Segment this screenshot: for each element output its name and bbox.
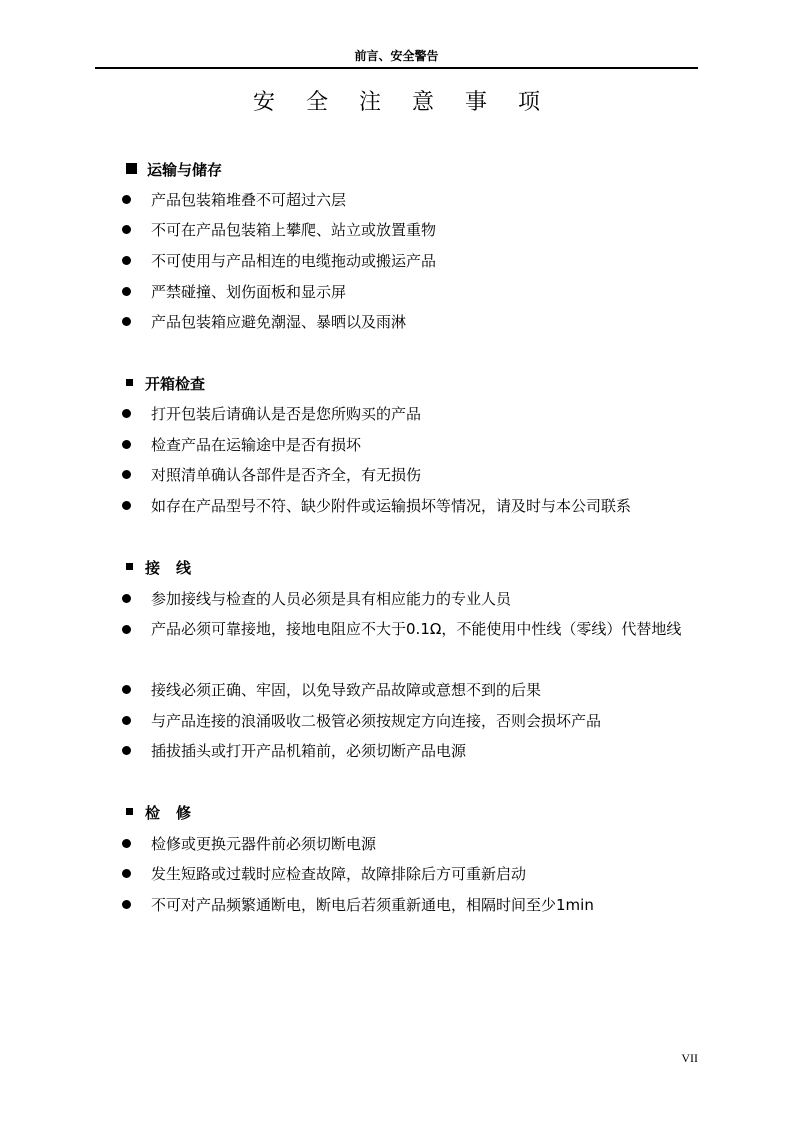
bullet-dot-icon	[122, 685, 131, 694]
bullet-dot-icon	[122, 625, 131, 634]
bullet-dot-icon	[122, 470, 131, 479]
list-item-text: 插拔插头或打开产品机箱前，必须切断产品电源	[151, 742, 467, 760]
bullet-dot-icon	[122, 501, 131, 510]
bullet-dot-icon	[122, 287, 131, 296]
list-item-text: 打开包装后请确认是否是您所购买的产品	[151, 405, 422, 423]
section-heading-unboxing	[126, 373, 205, 395]
list-item-text: 产品必须可靠接地，接地电阻应不大于0.1Ω，不能使用中性线（零线）代替地线	[151, 620, 682, 638]
bullet-dot-icon	[122, 317, 131, 326]
list-item-text: 不可在产品包装箱上攀爬、站立或放置重物	[151, 221, 437, 239]
list-item-text: 如存在产品型号不符、缺少附件或运输损坏等情况，请及时与本公司联系	[151, 497, 632, 515]
list-item-text: 产品包装箱堆叠不可超过六层	[151, 191, 347, 209]
section-heading-wiring	[126, 557, 207, 579]
bullet-dot-icon	[122, 839, 131, 848]
list-item-text: 检修或更换元器件前必须切断电源	[151, 835, 377, 853]
bullet-dot-icon	[122, 869, 131, 878]
bullet-dot-icon	[122, 440, 131, 449]
bullet-dot-icon	[122, 746, 131, 755]
square-bullet-icon	[126, 563, 133, 570]
section-heading-label: 运输与储存	[147, 161, 223, 179]
page-number: VII	[681, 1051, 698, 1065]
square-bullet-icon	[126, 808, 133, 815]
list-item-text: 不可对产品频繁通断电，断电后若须重新通电，相隔时间至少1min	[151, 896, 594, 914]
section-heading-label: 接线	[145, 559, 208, 577]
list-item-text: 不可使用与产品相连的电缆拖动或搬运产品	[151, 252, 437, 270]
square-bullet-icon	[126, 163, 137, 174]
section-heading-maintenance	[126, 802, 207, 824]
list-item-text: 检查产品在运输途中是否有损坏	[151, 436, 362, 454]
section-heading-transport	[126, 159, 222, 181]
bullet-dot-icon	[122, 716, 131, 725]
section-heading-label: 检修	[145, 804, 208, 822]
bullet-dot-icon	[122, 225, 131, 234]
section-heading-label: 开箱检查	[145, 375, 206, 393]
bullet-dot-icon	[122, 900, 131, 909]
list-item-text: 参加接线与检查的人员必须是具有相应能力的专业人员	[151, 590, 512, 608]
bullet-dot-icon	[122, 594, 131, 603]
list-item-text: 产品包装箱应避免潮湿、暴晒以及雨淋	[151, 313, 407, 331]
running-header: 前言、安全警告	[354, 49, 439, 63]
page-title: 安 全 注 意 事 项	[253, 90, 552, 115]
bullet-dot-icon	[122, 256, 131, 265]
square-bullet-icon	[126, 379, 133, 386]
list-item-text: 与产品连接的浪涌吸收二极管必须按规定方向连接，否则会损坏产品	[151, 712, 602, 730]
list-item-text: 对照清单确认各部件是否齐全，有无损伤	[151, 466, 422, 484]
bullet-dot-icon	[122, 409, 131, 418]
list-item-text: 发生短路或过载时应检查故障，故障排除后方可重新启动	[151, 865, 527, 883]
list-item-text: 严禁碰撞、划伤面板和显示屏	[151, 283, 347, 301]
list-item-text: 接线必须正确、牢固，以免导致产品故障或意想不到的后果	[151, 681, 542, 699]
header-rule	[95, 67, 698, 69]
bullet-dot-icon	[122, 195, 131, 204]
